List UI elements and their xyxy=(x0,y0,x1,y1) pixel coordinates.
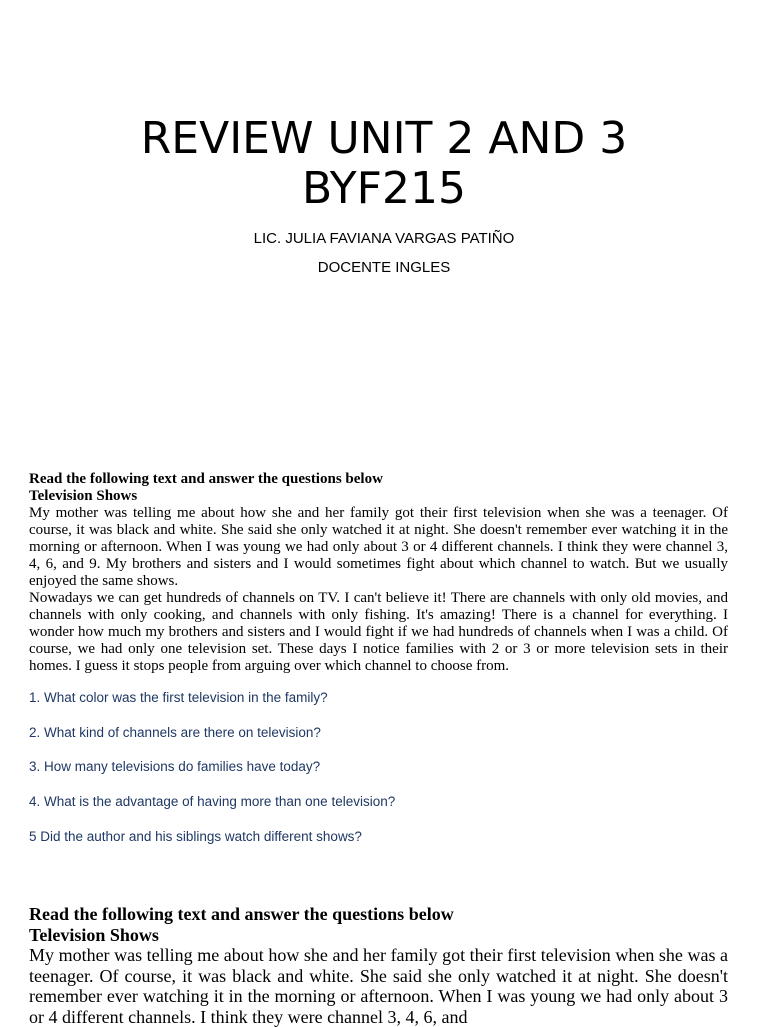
title-line-1: REVIEW UNIT 2 AND 3 xyxy=(140,113,628,164)
question-list xyxy=(29,689,728,862)
instruction-text: Read the following text and answer the questions below xyxy=(29,471,383,487)
question-item: 4. What is the advantage of having more than one television? xyxy=(29,794,396,810)
reading-section-1 xyxy=(29,471,728,675)
author-name: LIC. JULIA FAVIANA VARGAS PATIÑO xyxy=(253,230,515,247)
reading-paragraph-2: Nowadays we can get hundreds of channels on TV. I can't believe it! There are channels with only old movies, and channels with only cooking, and channels with only fishing. It's amazing! There is a channel for everything. I wonder how much my brothers and sisters and I would fight if we had hundreds of channels when I was a child. Of course, we had only one television set. These days I notice families with 2 or 3 or more television sets in their homes. I guess it stops people from arguing over which channel to choose from. xyxy=(29,590,728,674)
page-title xyxy=(0,114,768,214)
reading-paragraph-2-1: My mother was telling me about how she and her family got their first television when she was a teenager. Of course, it was black and white. She said she only watched it at night. She doesn't remember ever watching it in the morning or afternoon. When I was young we had only about 3 or 4 different channels. I think they were channel 3, 4, 6, and xyxy=(29,945,728,1027)
question-item: 3. How many televisions do families have today? xyxy=(29,759,321,775)
title-line-2: BYF215 xyxy=(302,163,466,214)
reading-section-2 xyxy=(29,904,728,1027)
reading-paragraph-1: My mother was telling me about how she and her family got their first television when she was a teenager. Of course, it was black and white. She said she only watched it at night. She doesn't remember ever watching it in the morning or afternoon. When I was young we had only about 3 or 4 different channels. I think they were channel 3, 4, 6, and 9. My brothers and sisters and I would sometimes fight about which channel to watch. But we usually enjoyed the same shows. xyxy=(29,505,728,589)
reading-heading-2: Television Shows xyxy=(29,924,159,945)
question-item: 5 Did the author and his siblings watch different shows? xyxy=(29,828,362,844)
instruction-text-2: Read the following text and answer the questions below xyxy=(29,904,454,924)
reading-heading: Television Shows xyxy=(29,488,138,504)
question-item: 2. What kind of channels are there on television? xyxy=(29,724,321,740)
question-item: 1. What color was the first television in the family? xyxy=(29,690,328,705)
author-role: DOCENTE INGLES xyxy=(317,259,451,276)
